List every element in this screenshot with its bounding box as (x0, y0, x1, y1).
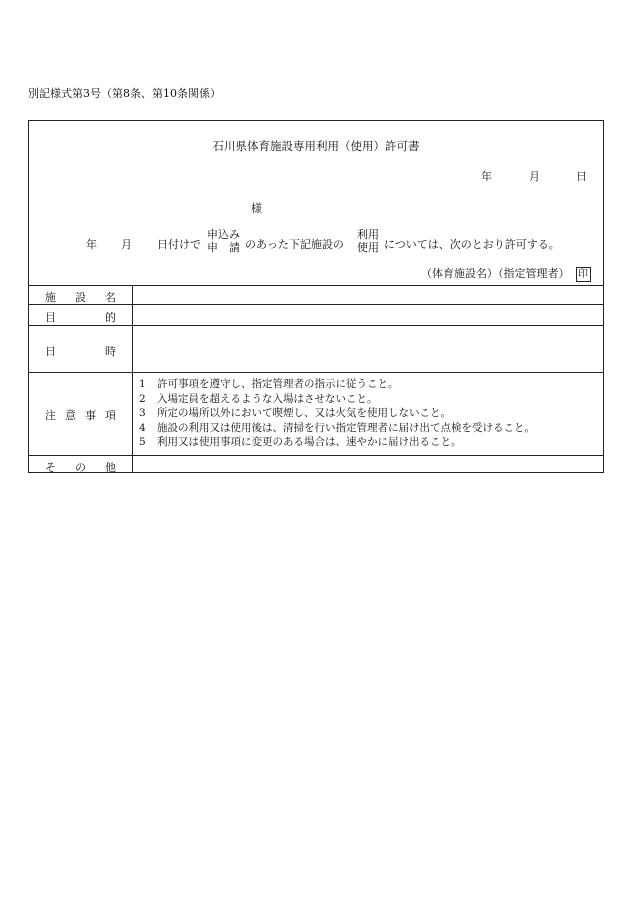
apply-option-1: 申込み (207, 228, 240, 241)
form-reference: 別記様式第3号（第8条、第10条関係） (28, 87, 221, 100)
use-options (357, 228, 379, 254)
date-month-label: 月 (529, 170, 540, 183)
row-divider-3 (29, 372, 603, 373)
row-label-purpose: 目 的 (45, 311, 116, 324)
table-top-rule (29, 285, 603, 286)
row-label-facility: 施 設 名 (45, 291, 116, 304)
list-item: 1 許可事項を遵守し、指定管理者の指示に従うこと。 (139, 378, 399, 390)
row-divider-2 (29, 325, 603, 326)
sentence-year: 年 (86, 238, 97, 251)
list-item: 3 所定の場所以外において喫煙し、又は火気を使用しないこと。 (139, 407, 451, 419)
label-column-divider (132, 285, 133, 473)
row-divider-4 (29, 455, 603, 456)
use-option-2: 使用 (357, 241, 379, 254)
list-item: 4 施設の利用又は使用後は、清掃を行い指定管理者に届け出て点検を受けること。 (139, 421, 535, 434)
issuer-line (421, 265, 591, 282)
issuer-label: （体育施設名）（指定管理者） (421, 267, 570, 280)
use-option-1: 利用 (357, 228, 379, 241)
sentence-ending: については、次のとおり許可する。 (384, 238, 560, 251)
date-day-label: 日 (576, 170, 587, 183)
list-item: 2 入場定員を超えるような入場はさせないこと。 (139, 392, 378, 405)
row-label-other: そ の 他 (45, 461, 116, 474)
permit-form (28, 120, 604, 473)
seal-mark: 印 (576, 267, 591, 282)
row-label-datetime: 日 時 (45, 345, 116, 358)
apply-option-2: 申 請 (207, 241, 240, 254)
addressee-suffix: 様 (251, 202, 262, 215)
date-year-label: 年 (481, 170, 492, 183)
form-title: 石川県体育施設専用利用（使用）許可書 (212, 139, 420, 153)
sentence-month: 月 (121, 238, 132, 251)
apply-options (207, 228, 240, 254)
list-item: 5 利用又は使用事項に変更のある場合は、速やかに届け出ること。 (139, 436, 462, 448)
notes-list (139, 377, 535, 450)
sentence-middle: のあった下記施設の (245, 238, 344, 251)
sentence-day-part: 日付けで (157, 238, 201, 251)
row-label-notes: 注 意 事 項 (45, 409, 116, 422)
